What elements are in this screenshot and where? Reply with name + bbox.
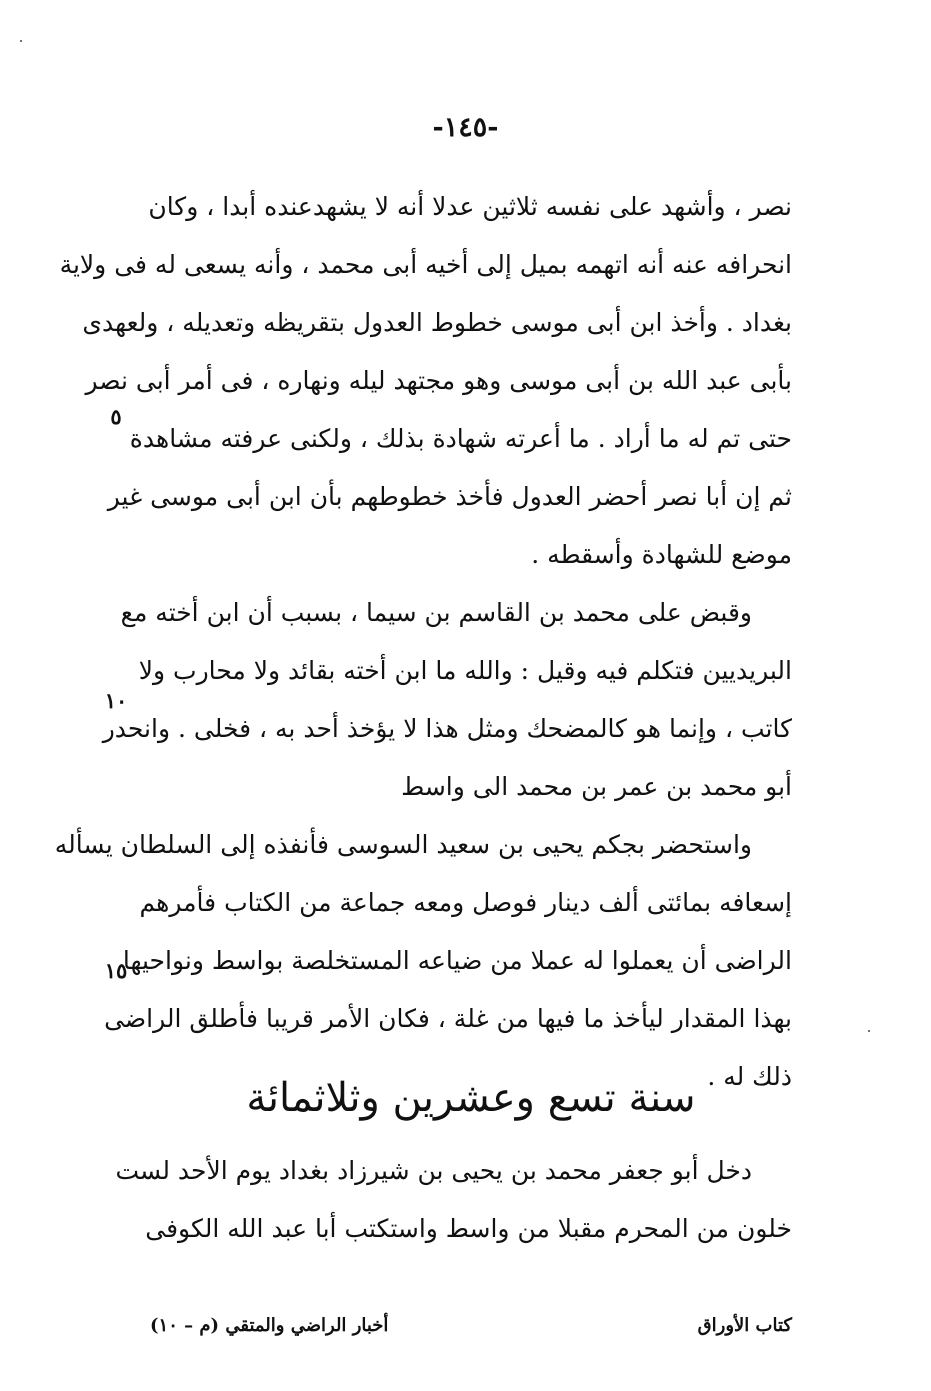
text-line: خلون من المحرم مقبلا من واسط واستكتب أبا عبد الله الكوفى [145,1214,792,1243]
text-line: دخل أبو جعفر محمد بن يحيى بن شيرزاد بغداد يوم الأحد لست [115,1156,752,1185]
text-line: انحرافه عنه أنه اتهمه بميل إلى أخيه أبى محمد ، وأنه يسعى له فى ولاية [59,250,792,279]
text-line: البريديين فتكلم فيه وقيل : والله ما ابن أخته بقائد ولا محارب ولا [138,656,792,685]
line-number-10: ١٠ [104,688,128,713]
text-line: الراضى أن يعملوا له عملا من ضياعه المستخلصة بواسط ونواحيها [122,946,792,975]
footer-volume-title: أخبار الراضي والمتقي (م – ١٠) [150,1315,389,1336]
page-number: -١٤٥- [432,112,499,143]
footer-book-title: كتاب الأوراق [697,1315,792,1336]
text-line: كاتب ، وإنما هو كالمضحك ومثل هذا لا يؤخذ أحد به ، فخلى . وانحدر [102,714,792,743]
text-line: واستحضر بجكم يحيى بن سعيد السوسى فأنفذه إلى السلطان يسأله [54,830,752,859]
text-line: أبو محمد بن عمر بن محمد الى واسط [401,772,792,801]
body-text-block-2 [115,1142,792,1258]
text-line: بأبى عبد الله بن أبى موسى وهو مجتهد ليله ونهاره ، فى أمر أبى نصر [85,366,792,395]
text-line: إسعافه بمائتى ألف دينار فوصل ومعه جماعة من الكتاب فأمرهم [139,888,792,917]
text-line: بهذا المقدار ليأخذ ما فيها من غلة ، فكان الأمر قريبا فأطلق الراضى [104,1004,792,1033]
page-footer [150,1315,792,1345]
scan-speck [20,40,22,42]
text-line: ذلك له . [707,1062,792,1091]
line-number-5: ٥ [110,404,122,429]
text-line: نصر ، وأشهد على نفسه ثلاثين عدلا أنه لا يشهدعنده أبدا ، وكان [148,192,792,221]
section-heading: سنة تسع وعشرين وثلاثمائة [246,1075,696,1121]
text-line: حتى تم له ما أراد . ما أعرته شهادة بذلك ، ولكنى عرفته مشاهدة [129,424,792,453]
text-line: موضع للشهادة وأسقطه . [531,540,792,569]
line-number-15: ١٥ [104,958,128,983]
scan-speck [868,1030,870,1032]
text-line: ثم إن أبا نصر أحضر العدول فأخذ خطوطهم بأن ابن أبى موسى غير [107,482,792,511]
text-line: بغداد . وأخذ ابن أبى موسى خطوط العدول بتقريظه وتعديله ، ولعهدى [82,308,792,337]
text-line: وقبض على محمد بن القاسم بن سيما ، بسبب أن ابن أخته مع [120,598,752,627]
